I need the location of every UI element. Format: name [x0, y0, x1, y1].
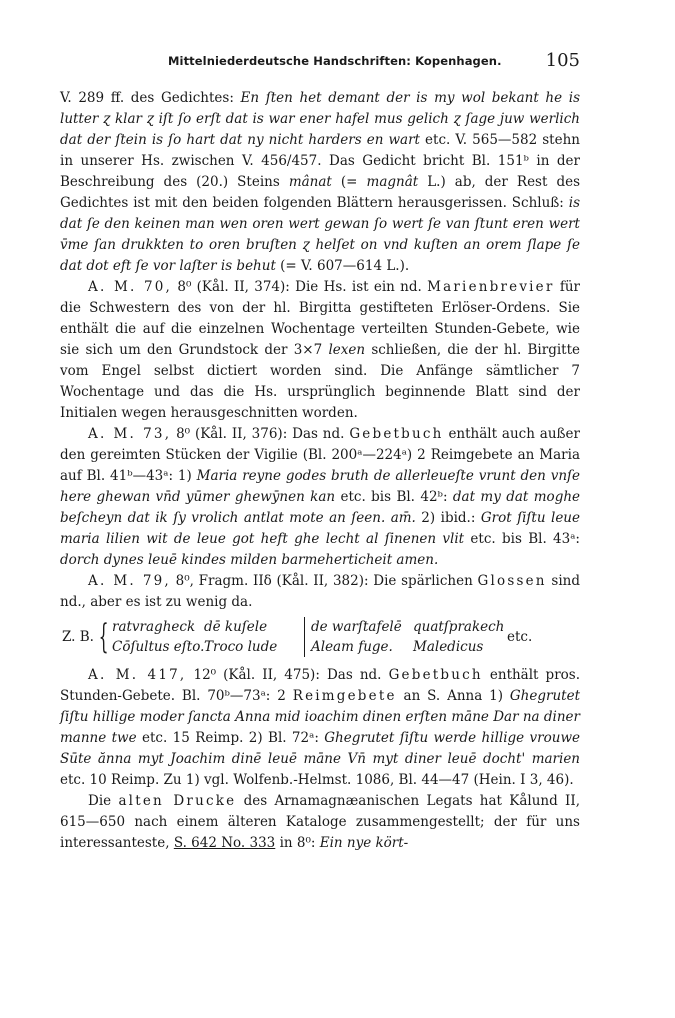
text-segment: 2) ibid.:: [415, 510, 481, 526]
text-segment: etc. 10 Reimp. Zu 1) vgl. Wolfenb.-Helmst. 1086, Bl. 44—47 (Hein. I 3, 46).: [60, 772, 574, 788]
brace-glyph: {: [98, 617, 109, 657]
example-label: Z. B.: [62, 629, 94, 645]
glossen-example: [60, 615, 580, 659]
example-column-2: [204, 617, 302, 657]
spaced-term: Gebetbuch: [388, 667, 483, 683]
spaced-term: A. M. 79,: [88, 573, 171, 589]
quoted-text: Ghegrutet ſiſtu hillige moder ſancta Anna mid ioachim dinen erſten māne Dar na diner manne twe: [60, 688, 580, 746]
quoted-text: Maria reyne godes bruth de allerleueſte vrunt den vnſe here ghewan vn̄d yūmer ghewȳnen kan: [60, 468, 580, 505]
example-word: Maledicus: [413, 639, 484, 655]
quoted-text: is dat ſe den keinen man wen oren wert gewan ſo wert ſe van ſtunt eren wert v̄me ſan drukkten to oren bruſten ɀ helſet on vnd kuſten an orem ſlape ſe dat dot eft ſe vor laſter is behut: [60, 195, 580, 274]
text-segment: etc. V. 565—582 stehn in unserer Hs. zwischen V. 456/457. Das Gedicht bricht Bl. 151ᵇ in der Beschreibung des (20.) Steins: [60, 132, 580, 190]
text-segment: schließen, die der hl. Birgitte vom Engel selbst dictiert worden sind. Die Anfänge sämtlicher 7 Wochentage und das die Hs. ursprünglich beginnende Blatt sind der Initialen wegen herausgeschnitten worden.: [60, 342, 580, 421]
spaced-term: Glossen: [477, 573, 547, 589]
text-segment: 8⁰ (Kål. II, 374): Die Hs. ist ein nd.: [172, 279, 428, 295]
example-word: dē kuſele: [204, 619, 268, 635]
example-word: quatſprakech: [413, 619, 505, 635]
paragraph-alte-drucke: [60, 791, 580, 854]
quoted-text: lexen: [328, 342, 366, 358]
example-word: Cōſultus eſto.: [112, 639, 205, 655]
text-segment: 8⁰ (Kål. II, 376): Das nd.: [171, 426, 350, 442]
text-segment: für die Schwestern des von der hl. Birgitta gestifteten Erlöser-Ordens. Sie enthält die auf die einzelnen Wochentage verteilten Stunden-Gebete, wie sie sich um den Grundstock der 3×7: [60, 279, 580, 358]
text-segment: in 8⁰:: [275, 835, 320, 851]
text-segment: sind nd., aber es ist zu wenig da.: [60, 573, 580, 610]
quoted-text: Grot ſiſtu leue maria lilien wit de leue got heft ghe lecht al ſinenen vlit: [60, 510, 580, 547]
spaced-term: A. M. 73,: [88, 426, 172, 442]
example-column-4: [413, 617, 503, 657]
quoted-text: Ein nye kört-: [319, 835, 409, 851]
example-word: Aleam fuge.: [311, 639, 393, 655]
text-segment: etc. 15 Reimp. 2) Bl. 72ᵃ:: [136, 730, 325, 746]
example-column-3: [311, 617, 413, 657]
text-segment: 12⁰ (Kål. II, 475): Das nd.: [186, 667, 389, 683]
example-word: Troco lude: [204, 639, 278, 655]
spaced-term: Gebetbuch: [349, 426, 444, 442]
page-header: [60, 50, 580, 76]
quoted-text: Ghegrutet ſiſtu werde hillige vrouwe Sūte ănna myt Joachim dinē leuē māne Vn̄ myt diner leuē docht' marien: [60, 730, 580, 767]
text-segment: enthält pros. Stunden-Gebete. Bl. 70ᵇ—73ᵃ: 2: [60, 667, 581, 704]
text-segment: des Arnamagnæanischen Legats hat Kålund II, 615—650 nach einem älteren Kataloge zusammengestellt; der für uns interessanteste,: [60, 793, 580, 851]
paragraph-am73: [60, 424, 580, 571]
paragraph-am417: [60, 665, 580, 791]
text-segment: (= V. 607—614 L.).: [275, 258, 410, 274]
spaced-term: A. M. 70,: [88, 279, 173, 295]
running-title: Mittelniederdeutsche Handschriften: Kopenhagen.: [168, 54, 502, 68]
page-number: 105: [545, 50, 580, 71]
text-segment: L.) ab, der Rest des Gedichtes ist mit den beiden folgenden Blättern herausgerissen. Schluß:: [60, 174, 580, 211]
paragraph-am79: [60, 571, 580, 613]
text-segment: enthält auch außer den gereimten Stücken der Vigilie (Bl. 200ᵃ—224ᵃ) 2 Reimgebete an Maria auf Bl. 41ᵇ—43ᵃ: 1): [60, 426, 580, 484]
quoted-text: mânat: [288, 174, 332, 190]
paragraph-gedicht: [60, 88, 580, 277]
text-segment: S. 642 No. 333: [173, 835, 276, 851]
spaced-term: A. M. 417,: [88, 667, 187, 683]
quoted-text: dat my dat moghe beſcheyn dat ik ſy vrolich antlat mote an ſeen. am̄.: [60, 489, 581, 526]
text-segment: etc. bis Bl. 43ᵃ:: [464, 531, 580, 547]
quoted-text: dorch dynes leuē kindes milden barmeherticheit amen.: [60, 552, 439, 568]
text-segment: an S. Anna 1): [396, 688, 510, 704]
quoted-text: magnât: [366, 174, 419, 190]
spaced-term: alten Drucke: [118, 793, 237, 809]
text-segment: 8⁰, Fragm. IIδ (Kål. II, 382): Die spärlichen: [170, 573, 478, 589]
example-column-1: [112, 617, 204, 657]
quoted-text: En ſten het demant der is my wol bekant he is lutter ɀ klar ɀ iſt ſo erſt dat is war ener hafel mus gelich ɀ ſage juw werlich dat der ſtein is ſo hart dat ny nicht harders en wart: [60, 90, 580, 148]
text-segment: V. 289 ff. des Gedichtes:: [60, 90, 241, 106]
text-segment: Die: [88, 793, 119, 809]
example-word: de warſtafelē: [311, 619, 402, 635]
example-word: ratvragheck: [112, 619, 196, 635]
text-segment: (=: [331, 174, 367, 190]
page-body: [60, 88, 580, 854]
column-divider: [304, 617, 305, 657]
paragraph-am70: [60, 277, 580, 424]
spaced-term: Marienbrevier: [427, 279, 555, 295]
example-etc: etc.: [507, 629, 533, 645]
text-segment: etc. bis Bl. 42ᵇ:: [335, 489, 453, 505]
spaced-term: Reimgebete: [292, 688, 397, 704]
